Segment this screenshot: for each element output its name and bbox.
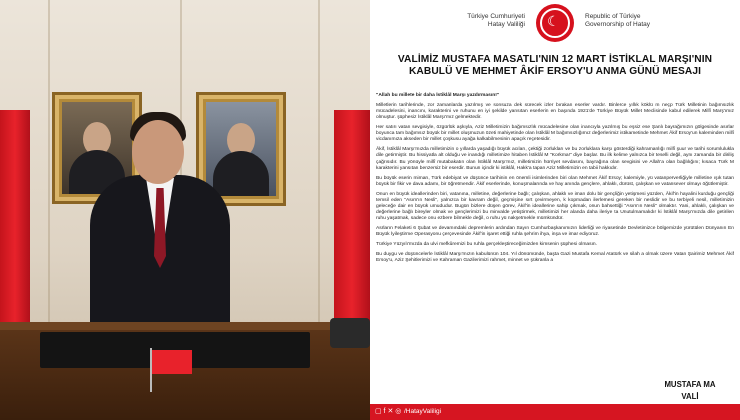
message-document — [370, 0, 740, 420]
erdogan-portrait — [206, 102, 276, 196]
turkish-flag-right — [334, 110, 370, 340]
paragraph: Her satırı vatan sevgisiyle, özgürlük aşkıyla, Aziz Milletimizin bağımsızlık mücadelesine olan inancıyla yazılmış bu eşsiz ese Şanlı bayrağımızın gölgesinde asırlar boyunca tam bağımsız büyük bir millet oluşmuzun özeti mahiyetinde olan İstiklâl M bağımsızlığımız değerlerimiz istikametinde Mehmet Âkif Ersoy'un kaleminden millî vicdanımıza akseden bir millet çoşkusu ayağa kalkabilmesinin apaçık reçetesidir. — [376, 125, 734, 143]
desk-flag — [152, 350, 192, 374]
social-icons: ▢ f ✕ ◎ — [375, 408, 402, 415]
paragraph: Milletlerin tarihlerinde, zor zamanlarda yazılmış ve sonsuza dek sürecek izler bırakan eserler vardır. Binlerce yıllık köklü m neçp Türk Milletinin bağımsızlık mücadelesini, inancını, karakterini ve ruhunu en iyi şekilde yansıtan eserlerin en başında 1921'de Türkiye Büyük Millet Meclisinde kabul edilerek Millî Marş'ımız olmuştur. şüphesiz İstiklâl Marşı'mız gelmektedir. — [376, 102, 734, 121]
header-right-line1: Republic of Türkiye — [585, 13, 641, 20]
wall-panel-line — [48, 0, 50, 340]
desk-phone — [330, 318, 370, 348]
paragraph: Onun en büyük ideallerinden biri, vatanına, milletine, değerlerine bağlı; çalışkan, ahlaklı ve iman dolu bir gençliğin yetişmesi yüzden, Âkif'in hayalini kurduğu gençliği temsil eden "Asım'ın Nesli", yalnızca bir kavram değil, geçmişine sırt çevirmeyen, k kopmadan ilerlemesi gereken bir neslidir ve bu terbiyeli nesil, milletimizin geleceğe dair en büyük umududur. Bugün bizlere düşen görev, Âkif'in ideallerine sahip çıkmak, onun bahsettiği "Asım'ın Nesli" olmaktır. Yani, ahlaklı, çalışkan ve değerlerine bağlı bireyler olmak ve gençlerimizi bu minvalde yetiştirmek, milletimizi her alanda daha ileriye ta Unutulmamalıdır ki İstiklâl Marşı'mızda dile getirilen ruhu yaşatmak, sadece onu ezbere bilmekle değil, o ruhu yü nakşetmekle mümkündür. — [376, 191, 734, 222]
paragraph: Türkiye Yüzyılı'mızda da ulvi mefkûremizi bu ruhla gerçekleştireceğimizden kimsenin şüphesi olmasın. — [376, 242, 598, 248]
paragraph: Bu büyük eserin mimarı, Türk edebiyat ve düşünce tarihinin en önemli isimlerinden biri olan Mehmet Âkif Ersoy; kalemiyle, yü vatanperverliğiyle milletine ışık tutan büyük bir fikir ve dava adamı, bir öğretmendir. Âkif eserlerinde, konuşmalarında ve hay anında gençlere, ahlaklı, dürüst, çalışkan ve vatansever olmayı öğütlemiştir. — [376, 175, 734, 187]
title-line1: VALİMİZ MUSTAFA MASATLI'NIN 12 MART İSTİKLAL MARŞI'NIN — [397, 54, 713, 65]
signature-name: MUSTAFA MA — [664, 380, 716, 389]
opening-quote: "Allah bu millete bir daha İstiklâl Marşı yazdırmasın!" — [376, 93, 500, 98]
message-title — [378, 54, 732, 78]
signature-title: VALİ — [681, 392, 699, 401]
paragraph: Bu duygu ve düşüncelerle İstiklâl Marşı'mızın kabulünün 104. Yıl dönümünde, başta Gazi Mustafa Kemal Atatürk ve silah a olmak üzere Vatan Şairimiz Mehmet Âkif Ersoy'u, Aziz Şehitlerimizi ve Kahraman Gazilerimizi rahmet, minnet ve şükranla a — [376, 252, 734, 264]
social-footer — [370, 404, 740, 420]
turkish-flag-left — [0, 110, 30, 340]
header-right-line2: Governorship of Hatay — [585, 21, 651, 28]
social-handle[interactable]: /HatayValiligi — [404, 408, 442, 415]
governor-head — [132, 120, 184, 184]
header-right — [585, 13, 705, 29]
message-body — [376, 93, 734, 268]
header-left-line2: Hatay Valiliği — [487, 21, 525, 28]
paragraph: Asrların Felaketi 6 Şubat ve devamındaki depremlerin ardından Sayın Cumhurbaşkanımızın liderliği ve riyasetinde Devletimizce bölgemizde yürütülen Dünyanın En Büyük İyileştirme Operasyonu çerçevesinde Âkif'in işaret ettiği ruhla şehrim ihya, inşa ve imar ediyoruz. — [376, 226, 734, 238]
title-line2: KABULÜ VE MEHMET ÂKİF ERSOY'U ANMA GÜNÜ MESAJI — [408, 66, 702, 77]
header-left-line1: Türkiye Cumhuriyeti — [467, 13, 525, 20]
paragraph: Âkif, İstiklâl Marşı'mızda milletimizin o yıllarda yaşadığı büyük acıları, çektiği zorlukları ve bu zorluklara karşı gösterdiği kahramanlığı millî şuur ve tarihi sorumlulukla dile getirmiştir. Bu hissiyatla alt olduğu ve inandığı milletimize hitaben İstiklâl M "Korkma!" diye başlar. Bu ilk kelime yalnızca bir teselli değil, aynı zamanda bir diriliş çağrısıdır. Bu yönüyle millî mutabakatın olan İstiklâl Marşı'mız, milletimizin hürriyet sevdasını, bayrağına olan sevgisini ve Allah'a olan bağlılığını; kısaca Türk M karakterini yansıtan benzersiz bir eserdir. Bunun içindir ki istiklâl, Hakk'a tapan Aziz Milletimizin en tabii hakkıdır. — [376, 147, 734, 171]
star-crescent-emblem-icon: ☾ — [536, 4, 574, 42]
header-left — [405, 13, 525, 29]
wall-panel-line — [318, 0, 320, 340]
